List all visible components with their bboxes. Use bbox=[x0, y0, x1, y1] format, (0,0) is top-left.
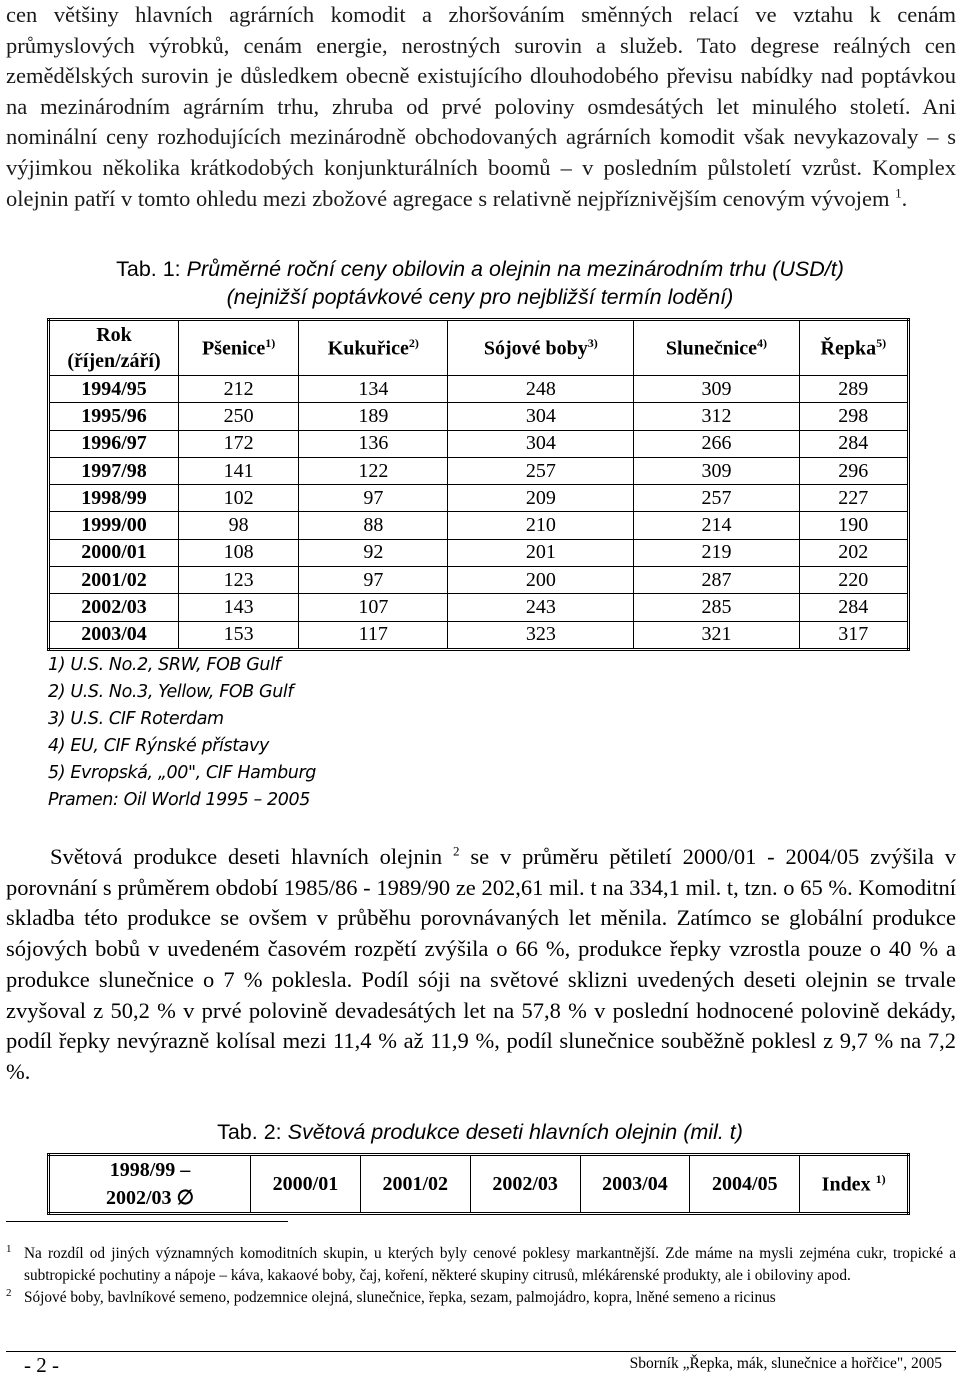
row-year-cell: 1997/98 bbox=[49, 457, 179, 484]
price-cell: 141 bbox=[179, 457, 299, 484]
price-cell: 189 bbox=[299, 403, 448, 430]
price-cell: 136 bbox=[299, 430, 448, 457]
price-cell: 88 bbox=[299, 512, 448, 539]
price-cell: 97 bbox=[299, 567, 448, 594]
price-cell: 323 bbox=[448, 621, 634, 649]
table-row bbox=[49, 485, 909, 512]
price-cell: 98 bbox=[179, 512, 299, 539]
row-year-cell: 1998/99 bbox=[49, 485, 179, 512]
row-year-cell: 2000/01 bbox=[49, 539, 179, 566]
footer-source: Sborník „Řepka, mák, slunečnice a hořčice", 2005 bbox=[629, 1355, 942, 1372]
col-header-sunflower: Slunečnice$^{4)}$ bbox=[634, 320, 799, 376]
table-row bbox=[49, 457, 909, 484]
price-cell: 250 bbox=[179, 403, 299, 430]
price-cell: 108 bbox=[179, 539, 299, 566]
price-cell: 201 bbox=[448, 539, 634, 566]
price-cell: 304 bbox=[448, 403, 634, 430]
price-cell: 321 bbox=[634, 621, 799, 649]
price-cell: 287 bbox=[634, 567, 799, 594]
price-cell: 123 bbox=[179, 567, 299, 594]
table1-notes bbox=[48, 652, 316, 814]
price-cell: 219 bbox=[634, 539, 799, 566]
price-cell: 312 bbox=[634, 403, 799, 430]
footnote-ref-2[interactable]: 2 bbox=[453, 843, 460, 859]
col-header-year: 2002/03 bbox=[470, 1155, 580, 1214]
table-header-row bbox=[49, 1155, 909, 1214]
footer-divider bbox=[6, 1351, 956, 1352]
footnotes bbox=[6, 1243, 956, 1310]
average-icon: ∅ bbox=[176, 1187, 194, 1209]
price-cell: 153 bbox=[179, 621, 299, 649]
price-cell: 243 bbox=[448, 594, 634, 621]
table-row bbox=[49, 512, 909, 539]
col-header-wheat: Pšenice$^{1)}$ bbox=[179, 320, 299, 376]
price-cell: 209 bbox=[448, 485, 634, 512]
table2-caption: Tab. 2: Světová produkce deseti hlavních olejnin (mil. t) bbox=[217, 1120, 743, 1144]
price-cell: 134 bbox=[299, 376, 448, 403]
price-cell: 172 bbox=[179, 430, 299, 457]
col-header-year: 2003/04 bbox=[580, 1155, 690, 1214]
note-line: 3) U.S. CIF Roterdam bbox=[48, 709, 224, 729]
price-cell: 102 bbox=[179, 485, 299, 512]
col-header-year: 2000/01 bbox=[251, 1155, 361, 1214]
footnote-divider bbox=[6, 1221, 288, 1222]
price-cell: 284 bbox=[799, 430, 908, 457]
footnote-1: 1 Na rozdíl od jiných významných komoditních skupin, u kterých byly cenové poklesy markantnější. Zde máme na mysli zejména cukr, tropické a subtropické pochutiny a nápoje – káva, kakaové boby, čaj, koření, některé skupiny citrusů, mlékárenské produkty, ale i obiloviny apod. bbox=[6, 1243, 956, 1285]
price-cell: 285 bbox=[634, 594, 799, 621]
row-year-cell: 1996/97 bbox=[49, 430, 179, 457]
price-cell: 214 bbox=[634, 512, 799, 539]
row-year-cell: 2001/02 bbox=[49, 567, 179, 594]
price-cell: 117 bbox=[299, 621, 448, 649]
price-cell: 248 bbox=[448, 376, 634, 403]
price-cell: 220 bbox=[799, 567, 908, 594]
note-line: 1) U.S. No.2, SRW, FOB Gulf bbox=[48, 655, 281, 675]
col-header-rapeseed: Řepka$^{5)}$ bbox=[799, 320, 908, 376]
col-header-corn: Kukuřice$^{2)}$ bbox=[299, 320, 448, 376]
price-cell: 257 bbox=[448, 457, 634, 484]
price-cell: 143 bbox=[179, 594, 299, 621]
price-cell: 309 bbox=[634, 376, 799, 403]
production-table bbox=[47, 1153, 910, 1215]
note-line: 4) EU, CIF Rýnské přístavy bbox=[48, 736, 269, 756]
price-cell: 200 bbox=[448, 567, 634, 594]
col-header-year: Rok (říjen/září) bbox=[49, 320, 179, 376]
row-year-cell: 1995/96 bbox=[49, 403, 179, 430]
price-cell: 296 bbox=[799, 457, 908, 484]
row-year-cell: 2003/04 bbox=[49, 621, 179, 649]
table-row bbox=[49, 621, 909, 649]
footnote-ref-1[interactable]: 1 bbox=[895, 185, 902, 201]
page-number: - 2 - bbox=[24, 1353, 59, 1377]
table-row bbox=[49, 430, 909, 457]
price-cell: 309 bbox=[634, 457, 799, 484]
col-header-index: Index $^{1)}$ bbox=[800, 1155, 909, 1214]
note-line: 5) Evropská, „00", CIF Hamburg bbox=[48, 763, 317, 783]
price-cell: 107 bbox=[299, 594, 448, 621]
table1-caption: Tab. 1: Průměrné roční ceny obilovin a olejnin na mezinárodním trhu (USD/t) (nejnižší poptávkové ceny pro nejbližší termín lodění) bbox=[116, 257, 844, 309]
price-cell: 202 bbox=[799, 539, 908, 566]
price-cell: 97 bbox=[299, 485, 448, 512]
price-cell: 212 bbox=[179, 376, 299, 403]
row-year-cell: 2002/03 bbox=[49, 594, 179, 621]
price-cell: 227 bbox=[799, 485, 908, 512]
production-paragraph: Světová produkce deseti hlavních olejnin $^2$ se v průměru pětiletí 2000/01 - 2004/05 zvýšila v porovnání s průměrem období 1985/86 - 1989/90 ze 202,61 mil. t na 334,1 mil. t, tzn. o 65 %. Komoditní skladba této produkce se ovšem v průběhu porovnávaných let měnila. Zatímco se globální produkce sójových bobů v uvedeném časovém rozpětí zvýšila o 66 %, produkce řepky vzrostla pouze o 40 % a produkce slunečnice o 7 % poklesla. Podíl sóji na světové sklizni uvedených deseti olejnin se trvale zvyšoval z 50,2 % v prvé polovině devadesátých let na 57,8 % v poslední hodnocené polovině dekády, podíl řepky nevýrazně kolísal mezi 11,4 % až 11,9 %, podíl slunečnice souběžně poklesl z 9,7 % na 7,2 %. bbox=[6, 843, 957, 1084]
price-cell: 289 bbox=[799, 376, 908, 403]
row-year-cell: 1994/95 bbox=[49, 376, 179, 403]
col-header-soy: Sójové boby$^{3)}$ bbox=[448, 320, 634, 376]
price-cell: 298 bbox=[799, 403, 908, 430]
table-row bbox=[49, 594, 909, 621]
source-note: Pramen: Oil World 1995 – 2005 bbox=[48, 790, 310, 810]
price-cell: 92 bbox=[299, 539, 448, 566]
table-row bbox=[49, 376, 909, 403]
table-row bbox=[49, 539, 909, 566]
price-cell: 210 bbox=[448, 512, 634, 539]
price-cell: 304 bbox=[448, 430, 634, 457]
price-cell: 257 bbox=[634, 485, 799, 512]
intro-paragraph: cen většiny hlavních agrárních komodit a zhoršováním směnných relací ve vztahu k cenám průmyslových výrobků, cenám energie, nerostných surovin a služeb. Tato degrese reálných cen zemědělských surovin je důsledkem obecně existujícího dlouhodobého převisu nabídky nad poptávkou na mezinárodním agrárním trhu, zhruba od prvé poloviny osmdesátých let minulého století. Ani nominální ceny rozhodujících mezinárodně obchodovaných agrárních komodit však nevykazovaly – s výjimkou několika krátkodobých konjunkturálních boomů – v posledním půlstoletí vzrůst. Komplex olejnin patří v tomto ohledu mezi zbožové agregace s relativně nejpříznivějším cenovým vývojem $^1$. bbox=[6, 2, 956, 211]
price-table bbox=[47, 318, 910, 651]
footnote-2: 2 Sójové boby, bavlníkové semeno, podzemnice olejná, slunečnice, řepka, sezam, palmojádro, kopra, lněné semeno a ricinus bbox=[6, 1287, 776, 1307]
col-header-year: 2001/02 bbox=[360, 1155, 470, 1214]
col-header-average: 1998/99 – 2002/03 ∅ bbox=[49, 1155, 251, 1214]
col-header-year: 2004/05 bbox=[690, 1155, 800, 1214]
price-cell: 284 bbox=[799, 594, 908, 621]
price-cell: 122 bbox=[299, 457, 448, 484]
table-row bbox=[49, 567, 909, 594]
price-cell: 190 bbox=[799, 512, 908, 539]
table-row bbox=[49, 403, 909, 430]
table-header-row bbox=[49, 320, 909, 376]
price-cell: 266 bbox=[634, 430, 799, 457]
price-cell: 317 bbox=[799, 621, 908, 649]
note-line: 2) U.S. No.3, Yellow, FOB Gulf bbox=[48, 682, 294, 702]
row-year-cell: 1999/00 bbox=[49, 512, 179, 539]
